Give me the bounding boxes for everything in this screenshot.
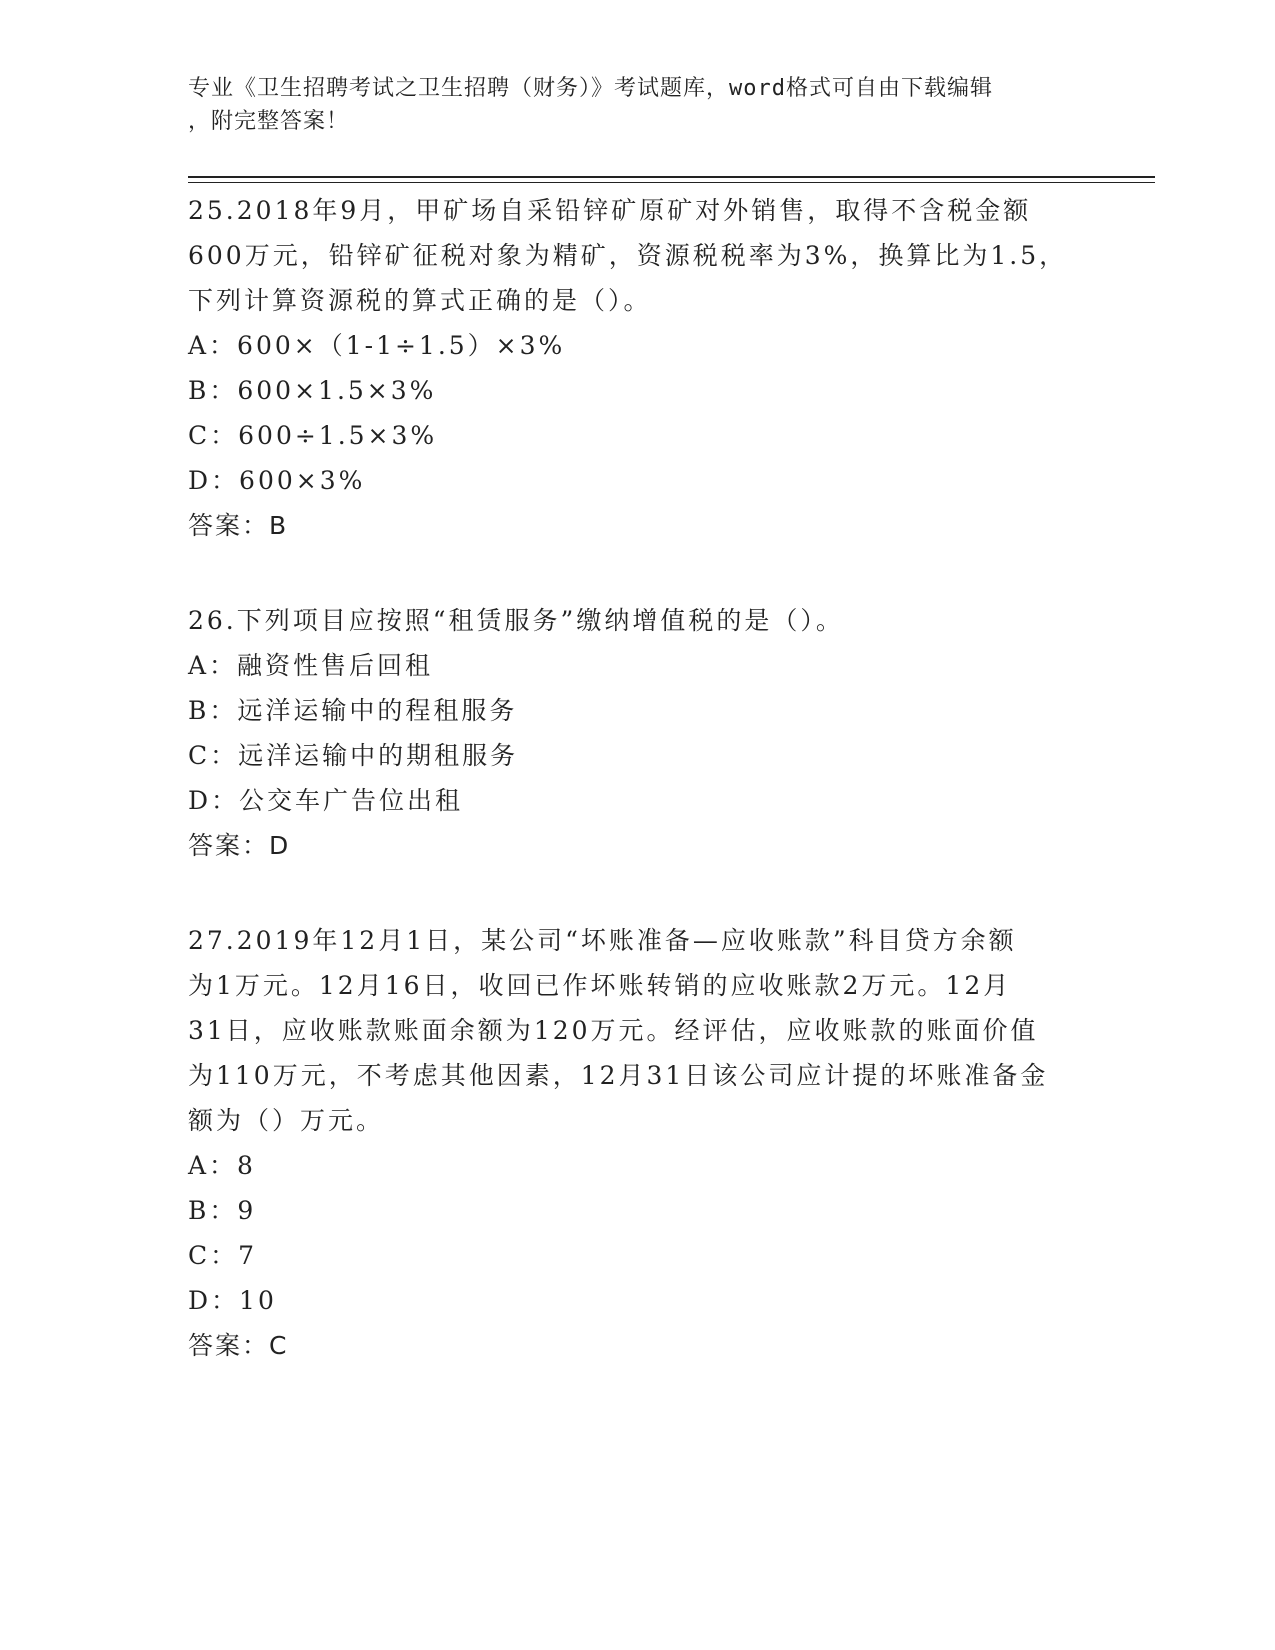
question-stem-line: 为110万元，不考虑其他因素，12月31日该公司应计提的坏账准备金 <box>188 1061 1049 1090</box>
header-line-1: 专业《卫生招聘考试之卫生招聘（财务）》考试题库，word格式可自由下载编辑 <box>188 76 993 101</box>
option-a: A：融资性售后回租 <box>188 651 434 680</box>
option-d: D：公交车广告位出租 <box>188 786 464 815</box>
answer-label: 答案：B <box>188 511 289 540</box>
option-a: A：600×（1-1÷1.5）×3% <box>188 331 566 360</box>
answer-label: 答案：C <box>188 1331 289 1360</box>
option-c: C：远洋运输中的期租服务 <box>188 741 519 770</box>
option-c: C：7 <box>188 1241 258 1270</box>
question-26 <box>188 598 1088 868</box>
answer-label: 答案：D <box>188 831 291 860</box>
option-b: B：600×1.5×3% <box>188 376 437 405</box>
question-stem-line: 27.2019年12月1日，某公司“坏账准备—应收账款”科目贷方余额 <box>188 926 1017 955</box>
question-stem-line: 为1万元。12月16日，收回已作坏账转销的应收账款2万元。12月 <box>188 971 1012 1000</box>
option-d: D：600×3% <box>188 466 366 495</box>
question-stem-line: 25.2018年9月，甲矿场自采铅锌矿原矿对外销售，取得不含税金额 <box>188 196 1032 225</box>
option-d: D：10 <box>188 1286 277 1315</box>
question-stem-line: 26.下列项目应按照“租赁服务”缴纳增值税的是（）。 <box>188 606 844 635</box>
question-stem-line: 31日，应收账款账面余额为120万元。经评估，应收账款的账面价值 <box>188 1016 1039 1045</box>
header-divider-thin <box>188 182 1155 183</box>
question-25 <box>188 188 1088 548</box>
question-stem-line: 下列计算资源税的算式正确的是（）。 <box>188 286 652 315</box>
option-b: B：远洋运输中的程租服务 <box>188 696 518 725</box>
header-line-2: ，附完整答案！ <box>188 109 350 134</box>
option-c: C：600÷1.5×3% <box>188 421 438 450</box>
option-a: A：8 <box>188 1151 256 1180</box>
question-27 <box>188 918 1088 1368</box>
question-stem-line: 600万元，铅锌矿征税对象为精矿，资源税税率为3%，换算比为1.5， <box>188 241 1068 270</box>
document-header <box>188 72 1068 138</box>
option-b: B：9 <box>188 1196 257 1225</box>
header-divider-thick <box>188 176 1155 178</box>
question-stem-line: 额为（）万元。 <box>188 1106 385 1135</box>
